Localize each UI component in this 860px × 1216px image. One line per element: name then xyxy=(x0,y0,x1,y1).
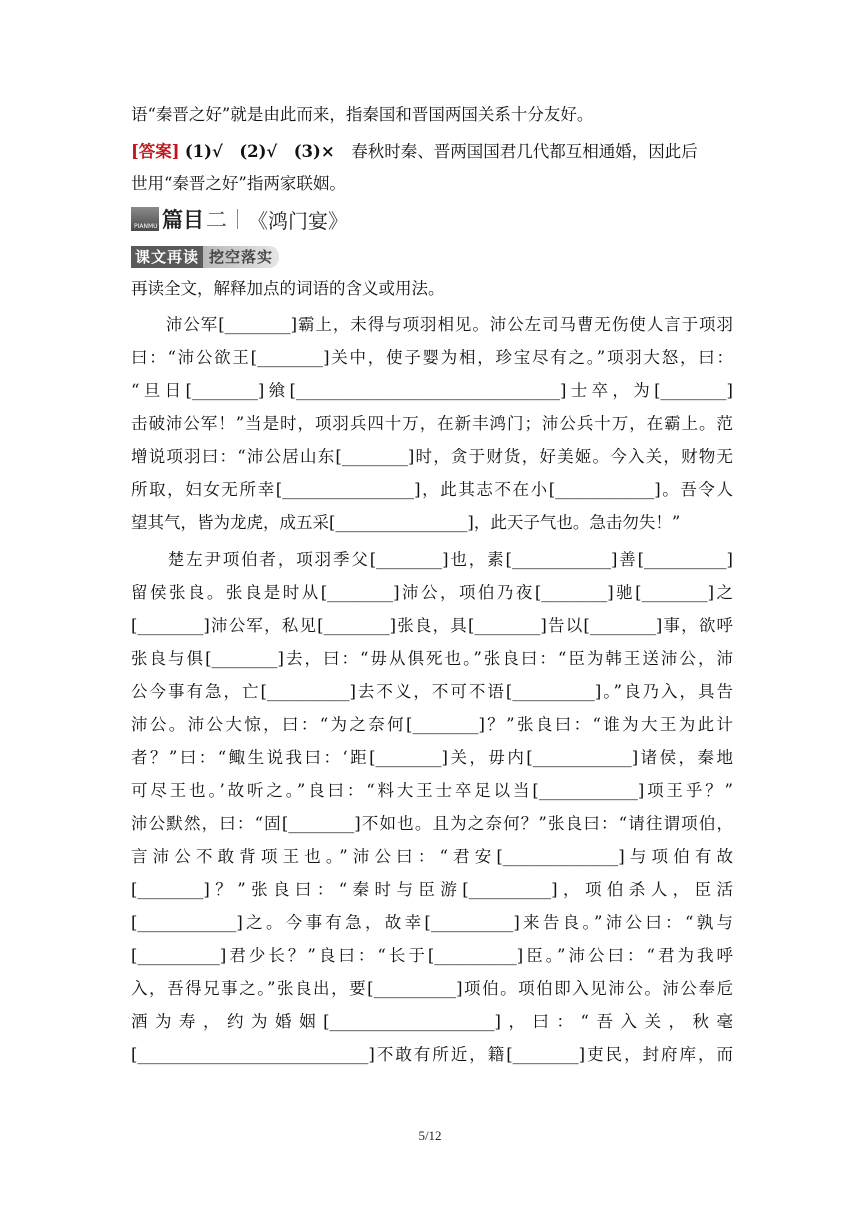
text-line: [____________________________]不敢有所近，籍[________]吏民，封府库，而 xyxy=(131,1045,733,1064)
text-line: 增说项羽曰：“沛公居山东[________]时，贪于财货，好美姬。今入关，财物无 xyxy=(131,447,733,466)
text-line: [________]？”张良曰：“秦时与臣游[__________]，项伯杀人，臣活 xyxy=(131,880,733,899)
text-line: 曰：“沛公欲王[________]关中，使子婴为相，珍宝尽有之。”项羽大怒，曰： xyxy=(131,348,733,367)
text-line: 入，吾得兄事之。”张良出，要[__________]项伯。项伯即入见沛公。沛公奉卮 xyxy=(131,979,733,998)
text-line: 所取，妇女无所幸[________________]，此其志不在小[____________]。吾令人 xyxy=(131,480,733,499)
section-logo-icon: PIANMU xyxy=(131,207,159,231)
text-line: [________]沛公军，私见[________]张良，具[________]告以[________]事，欲呼 xyxy=(131,616,733,635)
text-line: 可尽王也。’故听之。”良曰：“料大王士卒足以当[____________]项王乎？” xyxy=(131,781,733,800)
answer-marks: (1)√ (2)√ (3)× xyxy=(184,142,335,161)
text-line: 者？”曰：“鲰生说我曰：‘距[________]关，毋内[____________]诸侯，秦地 xyxy=(131,748,733,767)
text-line: 留侯张良。张良是时从[________]沛公，项伯乃夜[________]驰[________]之 xyxy=(131,583,733,602)
intro-line: 语“秦晋之好”就是由此而来，指秦国和晋国两国关系十分友好。 xyxy=(131,105,594,124)
section-header xyxy=(131,204,348,234)
section-name: 《鸿门宴》 xyxy=(248,208,348,233)
text-line: [____________]之。今事有急，故幸[__________]来告良。”沛公曰：“孰与 xyxy=(131,913,733,932)
instruction: 再读全文，解释加点的词语的含义或用法。 xyxy=(131,279,445,298)
text-line: 酒为寿，约为婚姻[____________________]，曰：“吾入关，秋毫 xyxy=(131,1012,733,1031)
answer-tag: [答案] xyxy=(131,142,180,161)
text-line: 沛公军[________]霸上，未得与项羽相见。沛公左司马曹无伤使人言于项羽 xyxy=(131,315,733,334)
text-line: 击破沛公军！”当是时，项羽兵四十万，在新丰鸿门；沛公兵十万，在霸上。范 xyxy=(131,414,733,433)
page-number: 5/12 xyxy=(418,1128,442,1143)
subsection-part-a: 课文再读 xyxy=(131,246,203,268)
text-line: 张良与俱[________]去，曰：“毋从俱死也。”张良曰：“臣为韩王送沛公，沛 xyxy=(131,649,733,668)
text-line: 沛公。沛公大惊，曰：“为之奈何[________]？”张良曰：“谁为大王为此计 xyxy=(131,715,733,734)
text-line: 公今事有急，亡[__________]去不义，不可不语[__________]。”良乃入，具告 xyxy=(131,682,733,701)
section-number: 二 xyxy=(206,208,227,232)
answer-text: 春秋时秦、晋两国国君几代都互相通婚，因此后 xyxy=(334,142,698,161)
text-line: [__________]君少长？”良曰：“长于[__________]臣。”沛公曰：“君为我呼 xyxy=(131,946,733,965)
text-line: 沛公默然，曰：“固[________]不如也。且为之奈何？”张良曰：“请往谓项伯， xyxy=(131,814,733,833)
text-line: 楚左尹项伯者，项羽季父[________]也，素[____________]善[__________] xyxy=(131,550,733,569)
subsection-part-b: 挖空落实 xyxy=(203,246,279,268)
answer-line xyxy=(131,141,733,163)
section-title: 篇目 xyxy=(162,207,204,232)
section-divider xyxy=(237,209,238,229)
answer-line-2: 世用“秦晋之好”指两家联姻。 xyxy=(131,174,346,193)
text-line: 言沛公不敢背项王也。”沛公曰：“君安[______________]与项伯有故 xyxy=(131,847,733,866)
text-line: 望其气，皆为龙虎，成五采[________________]，此天子气也。急击勿失！” xyxy=(131,513,681,532)
subsection-banner xyxy=(131,246,311,268)
text-line: “旦日[________]飨[________________________________]士卒，为[________] xyxy=(131,381,733,400)
